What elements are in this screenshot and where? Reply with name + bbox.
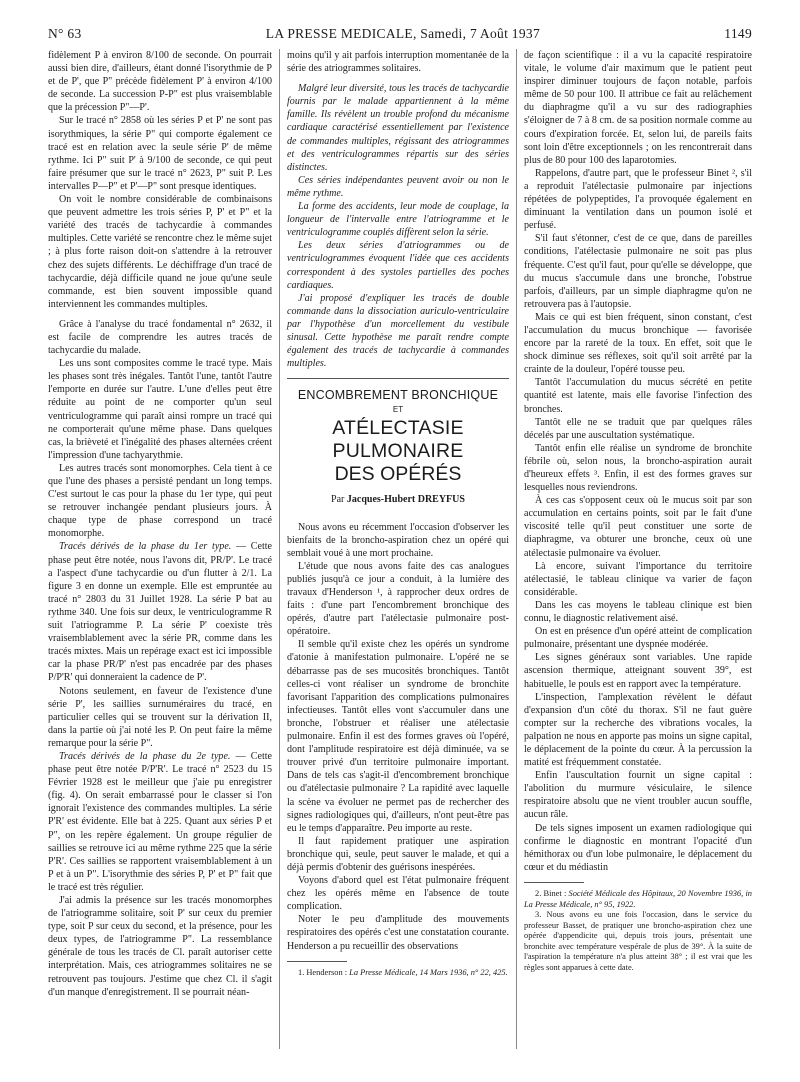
conclusion-paragraph: Les deux séries d'atriogrammes ou de ventriculogrammes évoquent l'idée que ces accidents correspondent à des systoles partielles des poches cardiaques. [287,240,509,291]
page-header [48,26,752,44]
column-divider [279,49,280,1049]
section-label: Tracés dérivés de la phase du 2e type. [59,750,231,762]
paragraph: Il semble qu'il existe chez les opérés un syndrome d'atonie à manifestation pulmonaire. L'opéré ne se débarrasse pas de ses mucosités bronchiques. Tantôt celles-ci vont réaliser un syndrome de bronchite favorisant l'apparition des complications pulmonaires infectieuses. Tantôt elles vont s'accumuler dans une bronche, l'obstruer et réaliser une atélectasie pulmonaire. Enfin il est des formes graves où l'opéré, dont l'amplitude respiratoire est déjà diminuée, va se trouver privé d'un territoire pulmonaire important. Dans de tels cas s'agit-il d'encombrement bronchique ou d'atélectasie pulmonaire ? La rapidité avec laquelle la scène va évoluer ne permet pas de rechercher des signes radiologiques qui, d'ailleurs, n'ont peut-être pas eu le temps d'apparaître. Peu importe au reste. [287,639,509,834]
paragraph: Tracés dérivés de la phase du 1er type. — Cette phase peut être notée, nous l'avons dit, PR/P'. Le tracé a l'aspect d'une tachycardie ou d'un flutter à 2/1. La figure 3 en donne un exemple. Elle est empruntée au tracé n° 2803 du 31 Juillet 1928. La série P bat au rythme 340. Une fois sur deux, le ventriculogramme R suit l'atriogramme P. La série P' coexiste très vraisemblablement avec la série PR, comme dans les tracés mixtes. Mais un repérage exact est ici impossible car la phase PR/P' n'est pas encadrée par des phases P/P'R' qui donneraient la cadence de P'. [48,541,272,684]
footnote-rule [287,961,347,962]
footnote-rule [524,882,584,883]
paragraph: Tantôt enfin elle réalise un syndrome de bronchite fébrile où, selon nous, la broncho-aspiration aurait d'heureux effets ³. Enfin, il est des formes graves sur lesquelles nous reviendrons. [524,442,752,494]
paragraph: De tels signes imposent un examen radiologique qui confirme le diagnostic en montrant l'opacité d'un hémithorax ou d'un lobe pulmonaire, le déplacement du cœur et du médiastin [524,822,752,873]
column-divider [516,49,517,1049]
paragraph: Tantôt elle ne se traduit que par quelques râles décelés par une auscultation systématique. [524,416,752,441]
issue-number: N° 63 [48,26,82,41]
conclusion-paragraph: Ces séries indépendantes peuvent avoir ou non le même rythme. [287,174,509,199]
page-number: 1149 [724,26,752,41]
paragraph: J'ai admis la présence sur les tracés monomorphes de l'atriogramme solitaire, soit P' sur ceux du premier type, soit P sur ceux du second, et la présence, pour les deux types, de l'atriogramme P". La ressemblance générale de tous les tracés de Cl. paraît autoriser cette interprétation. Mais, ces atriogrammes solitaires ne se retrouvent pas toujours. J'estime que chez Cl. il s'agit d'un manque d'enregistrement. Il se pourrait néan- [48,895,272,998]
paragraph: Sur le tracé n° 2858 où les séries P et P' ne sont pas isorythmiques, la série P" qui comporte également ce tracé est en relation avec la seule série P' de même rythme. Ici P" suit P' à 9/100 de seconde, ce qui peut faire présumer que sur le tracé n° 2623, P" suit P. Les intervalles P—P" et P'—P" sont presque identiques. [48,115,272,192]
paragraph: L'inspection, l'amplexation révèlent le défaut d'expansion d'un côté du thorax. S'il ne faut guère compter sur la recherche des vibrations vocales, la palpation ne nous en apporte pas moins un signe capital, le déplacement de la pointe du cœur. À la percussion la matité est fréquemment constatée. [524,691,752,769]
paragraph: Les signes généraux sont variables. Une rapide ascension thermique, atteignant souvent 39°, est habituelle, le pouls est en rapport avec la température. [524,652,752,690]
paragraph: L'étude que nous avons faite des cas analogues publiés jusqu'à ce jour a conduit, à la lumière des travaux d'Henderson ¹, à rapprocher deux ordres de faits : d'une part l'encombrement bronchique des opérés, d'autre part l'atélectasie pulmonaire post-opératoire. [287,560,509,638]
article-title [287,389,509,506]
paragraph: Mais ce qui est bien fréquent, sinon constant, c'est l'accumulation du mucus bronchique — favorisée encore par la rareté de la toux. En effet, soit que le shock diminue ses réflexes, soit qu'il soit arrêté par la crainte de la douleur, l'opéré tousse peu. [524,311,752,376]
byline: Par Jacques-Hubert DREYFUS [331,494,465,506]
conclusion-paragraph: J'ai proposé d'expliquer les tracés de double commande dans la dissociation auriculo-ventriculaire par l'hypothèse d'un morcellement du vestibule sinusal. Cette hypothèse me paraît rendre compte également des tracés de tachycardie à commandes multiples. [287,292,509,370]
title-line-3: DES OPÉRÉS [334,463,462,486]
author-name: Jacques-Hubert DREYFUS [346,494,465,506]
paragraph: de façon scientifique : il a vu la capacité respiratoire vitale, le volume d'air maximum que le patient peut inspirer diminuer toujours de façon notable, parfois même de 50 pour 100. Il attribue ce fait au relâchement du diaphragme qu'il a vu sur des radiographies s'éloigner de 7 à 8 cm. de sa position normale comme au cours d'expiration forcée. Et, selon lui, de pareils faits sont loin d'être exceptionnels ; on les rencontrerait dans plus de 80 pour 100 des laparotomies. [524,50,752,166]
paragraph: Nous avons eu récemment l'occasion d'observer les bienfaits de la broncho-aspiration chez un opéré qui semblait voué à une mort prochaine. [287,521,509,559]
paragraph: Il faut rapidement pratiquer une aspiration bronchique qui, seule, peut sauver le malade, et qui a déjà permis d'obtenir des guérisons inespérées. [287,835,509,873]
paragraph: Rappelons, d'autre part, que le professeur Binet ², s'il a reproduit l'atélectasie pulmonaire par injections répétées de polypeptides, l'a provoquée également en diminuant la ventilation dans un poumon isolé et perfusé. [524,167,752,232]
footnote: 3. Nous avons eu une fois l'occasion, dans le service du professeur Basset, de pratiquer une broncho-aspiration chez une opérée d'appendicite qui, depuis trois jours, présentait une bronchite avec température vespérale de plus de 39°. À la suite de l'aspiration la température n'a plus atteint 38° ; il est vrai que les règles sont apparues à cette date. [524,910,752,973]
paragraph: Là encore, suivant l'importance du territoire atélectasié, le tableau clinique va varier de façon considérable. [524,560,752,598]
column-3 [524,49,752,974]
footnotes [524,889,752,974]
conclusion-paragraph: Malgré leur diversité, tous les tracés de tachycardie fournis par le malade appartiennent à la même famille. Ils révèlent un trouble profond du mécanisme cardiaque caractérisé essentiellement par l'existence de commandes multiples, régissant des atriogrammes et des ventriculogrammes répartis sur des séries distinctes. [287,83,509,173]
paragraph: Tracés dérivés de la phase du 2e type. — Cette phase peut être notée P/P'R'. Le tracé n° 2523 du 15 Février 1928 est le meilleur que j'aie pu enregistrer (fig. 4). On serait embarrassé pour le classer si l'on ignorait l'existence des commandes multiples. La série P'R' est évidente. Elle bat à 225. Quant aux séries P et P", on les repère également. Un groupe régulier de saillies se retrouve ici au même rythme 225 que la série P'R'. Ces saillies se rapportent vraisemblablement à un P et à un P". L'isorythmie des séries P, P' et P" fait que le tracé est très régulier. [48,750,272,893]
paragraph: Tantôt l'accumulation du mucus sécrété en petite quantité est latente, mais elle favorise l'infection des bronches. [524,377,752,415]
paragraph: moins qu'il y ait parfois interruption momentanée de la série des atriogrammes solitaires. [287,50,509,75]
paragraph: Voyons d'abord quel est l'état pulmonaire fréquent chez les opérés même en l'absence de toute complication. [287,875,509,913]
title-conjunction: ET [392,405,404,415]
footnote: 2. Binet : Société Médicale des Hôpitaux, 20 Novembre 1936, in La Presse Médicale, n° 95, 1922. [524,888,752,909]
journal-title: LA PRESSE MEDICALE, Samedi, 7 Août 1937 [265,26,541,41]
title-line-1: ENCOMBREMENT BRONCHIQUE [297,388,499,403]
conclusion-paragraph: La forme des accidents, leur mode de couplage, la longueur de l'intervalle entre l'atriogramme et le ventriculogramme couplés diffèrent selon la série. [287,201,509,239]
column-2 [287,49,509,978]
paragraph: À ces cas s'opposent ceux où le mucus soit par son accumulation en certains points, soit par le fait d'une viscosité telle qu'il peut constituer une sorte de diaphragme, va obturer une bronche, ceux où une atélectasie pulmonaire va évoluer. [524,495,752,559]
paragraph: Les autres tracés sont monomorphes. Cela tient à ce que l'une des phases a persisté pendant un long temps. C'est surtout le cas pour la phase du 1er type, qui peut se retrouver inchangée pendant plusieurs jours. À chaque type de phase correspond un tracé monomorphe. [48,462,272,540]
paragraph: Noter le peu d'amplitude des mouvements respiratoires des opérés c'est une constatation courante. Henderson a pu recueillir des observations [287,914,509,952]
paragraph: On voit le nombre considérable de combinaisons que peuvent admettre les trois séries P, P' et P" et la variété des tracés de tachycardie à commandes multiples. Cette variété se rencontre chez le même sujet ; à plus forte raison doit-on s'attendre à la retrouver chez des sujets différents. Le déchiffrage d'un tracé de tachycardie, déjà difficile quand ne joue qu'une seule commande, est bien souvent impossible quand interviennent les commandes multiples. [48,194,273,310]
paragraph: Dans les cas moyens le tableau clinique est bien connu, le diagnostic relativement aisé. [524,599,752,625]
column-1 [48,49,272,999]
paragraph: Les uns sont composites comme le tracé type. Mais les phases sont très inégales. Tantôt l'une, tantôt l'autre l'emporte en durée sur l'autre. L'une d'elles peut être réduite au point de ne comporter qu'un seul ventriculogramme qui paraît ainsi rompre un tracé qui ne comporterait qu'une même phase. Dans quelques cas, la brièveté et l'inégalité des phases alternées créent l'impression d'une tachyarythmie. [48,358,272,461]
section-label: Tracés dérivés de la phase du 1er type. [59,541,232,553]
paragraph: Notons seulement, en faveur de l'existence d'une série P', les saillies surnuméraires du tracé, en particulier celles qui se trouvent sur la dérivation II, dans la partie où j'ai noté les P. On peut faire la même remarque pour la série P". [48,685,272,749]
footnote: 1. Henderson : La Presse Médicale, 14 Mars 1936, n° 22, 425. [298,967,508,977]
paragraph: Grâce à l'analyse du tracé fondamental n° 2632, il est facile de comprendre les autres tracés de tachycardie du malade. [48,318,272,357]
paragraph: Enfin l'auscultation fournit un signe capital : l'abolition du murmure vésiculaire, le silence respiratoire absolu que ne vient troubler aucun souffle, aucun râle. [524,770,752,821]
title-line-2: ATÉLECTASIE PULMONAIRE [332,417,464,463]
paragraph: S'il faut s'étonner, c'est de ce que, dans de pareilles conditions, l'atélectasie pulmonaire ne soit pas plus fréquente. C'est qu'il faut, pour qu'elle se développe, que du mucus s'accumule dans une bronche, l'obstrue parfois, d'ailleurs, par un simple diaphragme qu'on ne retrouvera pas à l'autopsie. [524,233,752,310]
article-separator [287,378,509,379]
paragraph: On est en présence d'un opéré atteint de complication pulmonaire, présentant une dyspnée modérée. [524,626,752,651]
footnotes [287,968,509,979]
paragraph: fidèlement P à environ 8/100 de seconde. On pourrait aussi bien dire, d'ailleurs, étant donné l'isorythmie de P et de P', que P" précède fidèlement P' à environ 4/100 de seconde. La succession P-P" est plus vraisemblable que la précession P"—P'. [48,50,272,114]
